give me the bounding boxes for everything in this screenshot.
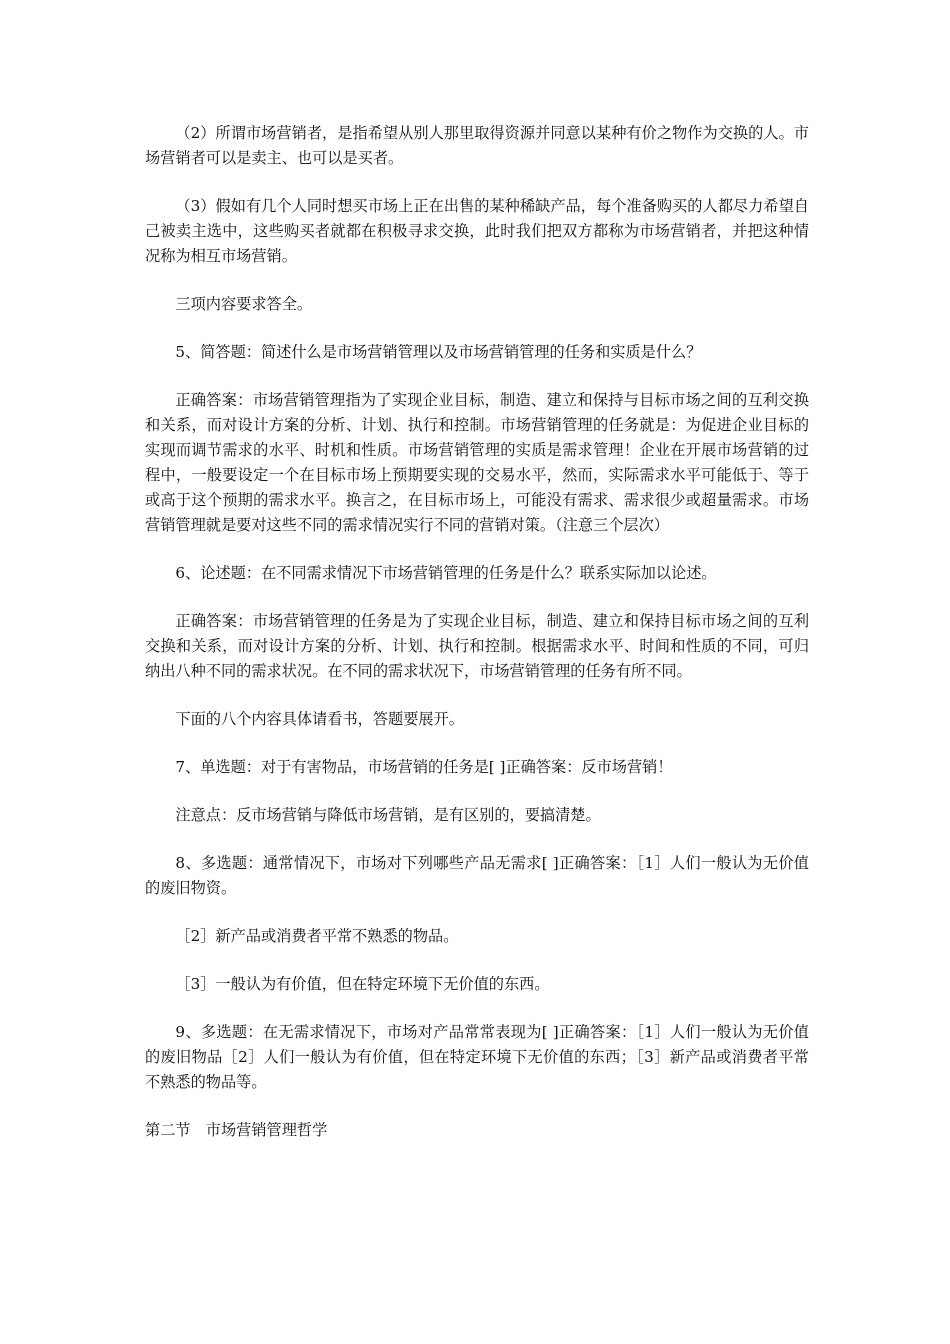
paragraph-answer-note: 三项内容要求答全。 [175,295,313,313]
question-8-option-2: ［2］新产品或消费者平常不熟悉的物品。 [175,927,459,945]
paragraph-marketer-definition: （2）所谓市场营销者，是指希望从别人那里取得资源并同意以某种有价之物作为交换的人。市场营销者可以是卖主、也可以是买者。 [145,124,809,167]
paragraph-mutual-marketing: （3）假如有几个人同时想买市场上正在出售的某种稀缺产品，每个准备购买的人都尽力希望自己被卖主选中，这些购买者就都在积极寻求交换，此时我们把双方都称为市场营销者，并把这种情况称为相互市场营销。 [145,197,809,265]
section-heading: 第二节 市场营销管理哲学 [145,1121,328,1139]
paragraph-read-book-note: 下面的八个内容具体请看书，答题要展开。 [175,710,464,728]
question-6: 6、论述题：在不同需求情况下市场营销管理的任务是什么？联系实际加以论述。 [175,564,717,582]
question-5: 5、简答题：简述什么是市场营销管理以及市场营销管理的任务和实质是什么？ [175,343,702,361]
question-7: 7、单选题：对于有害物品，市场营销的任务是[ ]正确答案：反市场营销！ [175,758,673,776]
answer-5: 正确答案：市场营销管理指为了实现企业目标，制造、建立和保持与目标市场之间的互利交换和关系，而对设计方案的分析、计划、执行和控制。市场营销管理的任务就是：为促进企业目标的实现而调节需求的水平、时机和性质。市场营销管理的实质是需求管理！企业在开展市场营销的过程中，一般要设定一个在目标市场上预期要实现的交易水平，然而，实际需求水平可能低于、等于或高于这个预期的需求水平。换言之，在目标市场上，可能没有需求、需求很少或超量需求。市场营销管理就是要对这些不同的需求情况实行不同的营销对策。（注意三个层次） [145,391,809,534]
question-8: 8、多选题：通常情况下，市场对下列哪些产品无需求[ ]正确答案：［1］人们一般认为无价值的废旧物资。 [145,854,809,897]
paragraph-attention-note: 注意点：反市场营销与降低市场营销，是有区别的，要搞清楚。 [175,806,601,824]
document-body [145,121,809,1166]
question-8-option-3: ［3］一般认为有价值，但在特定环境下无价值的东西。 [175,975,550,993]
answer-6: 正确答案：市场营销管理的任务是为了实现企业目标，制造、建立和保持目标市场之间的互利交换和关系，而对设计方案的分析、计划、执行和控制。根据需求水平、时间和性质的不同，可归纳出八种不同的需求状况。在不同的需求状况下，市场营销管理的任务有所不同。 [145,612,809,680]
question-9: 9、多选题：在无需求情况下，市场对产品常常表现为[ ]正确答案：［1］人们一般认为无价值的废旧物品［2］人们一般认为有价值，但在特定环境下无价值的东西；［3］新产品或消费者平常不熟悉的物品等。 [145,1023,809,1091]
